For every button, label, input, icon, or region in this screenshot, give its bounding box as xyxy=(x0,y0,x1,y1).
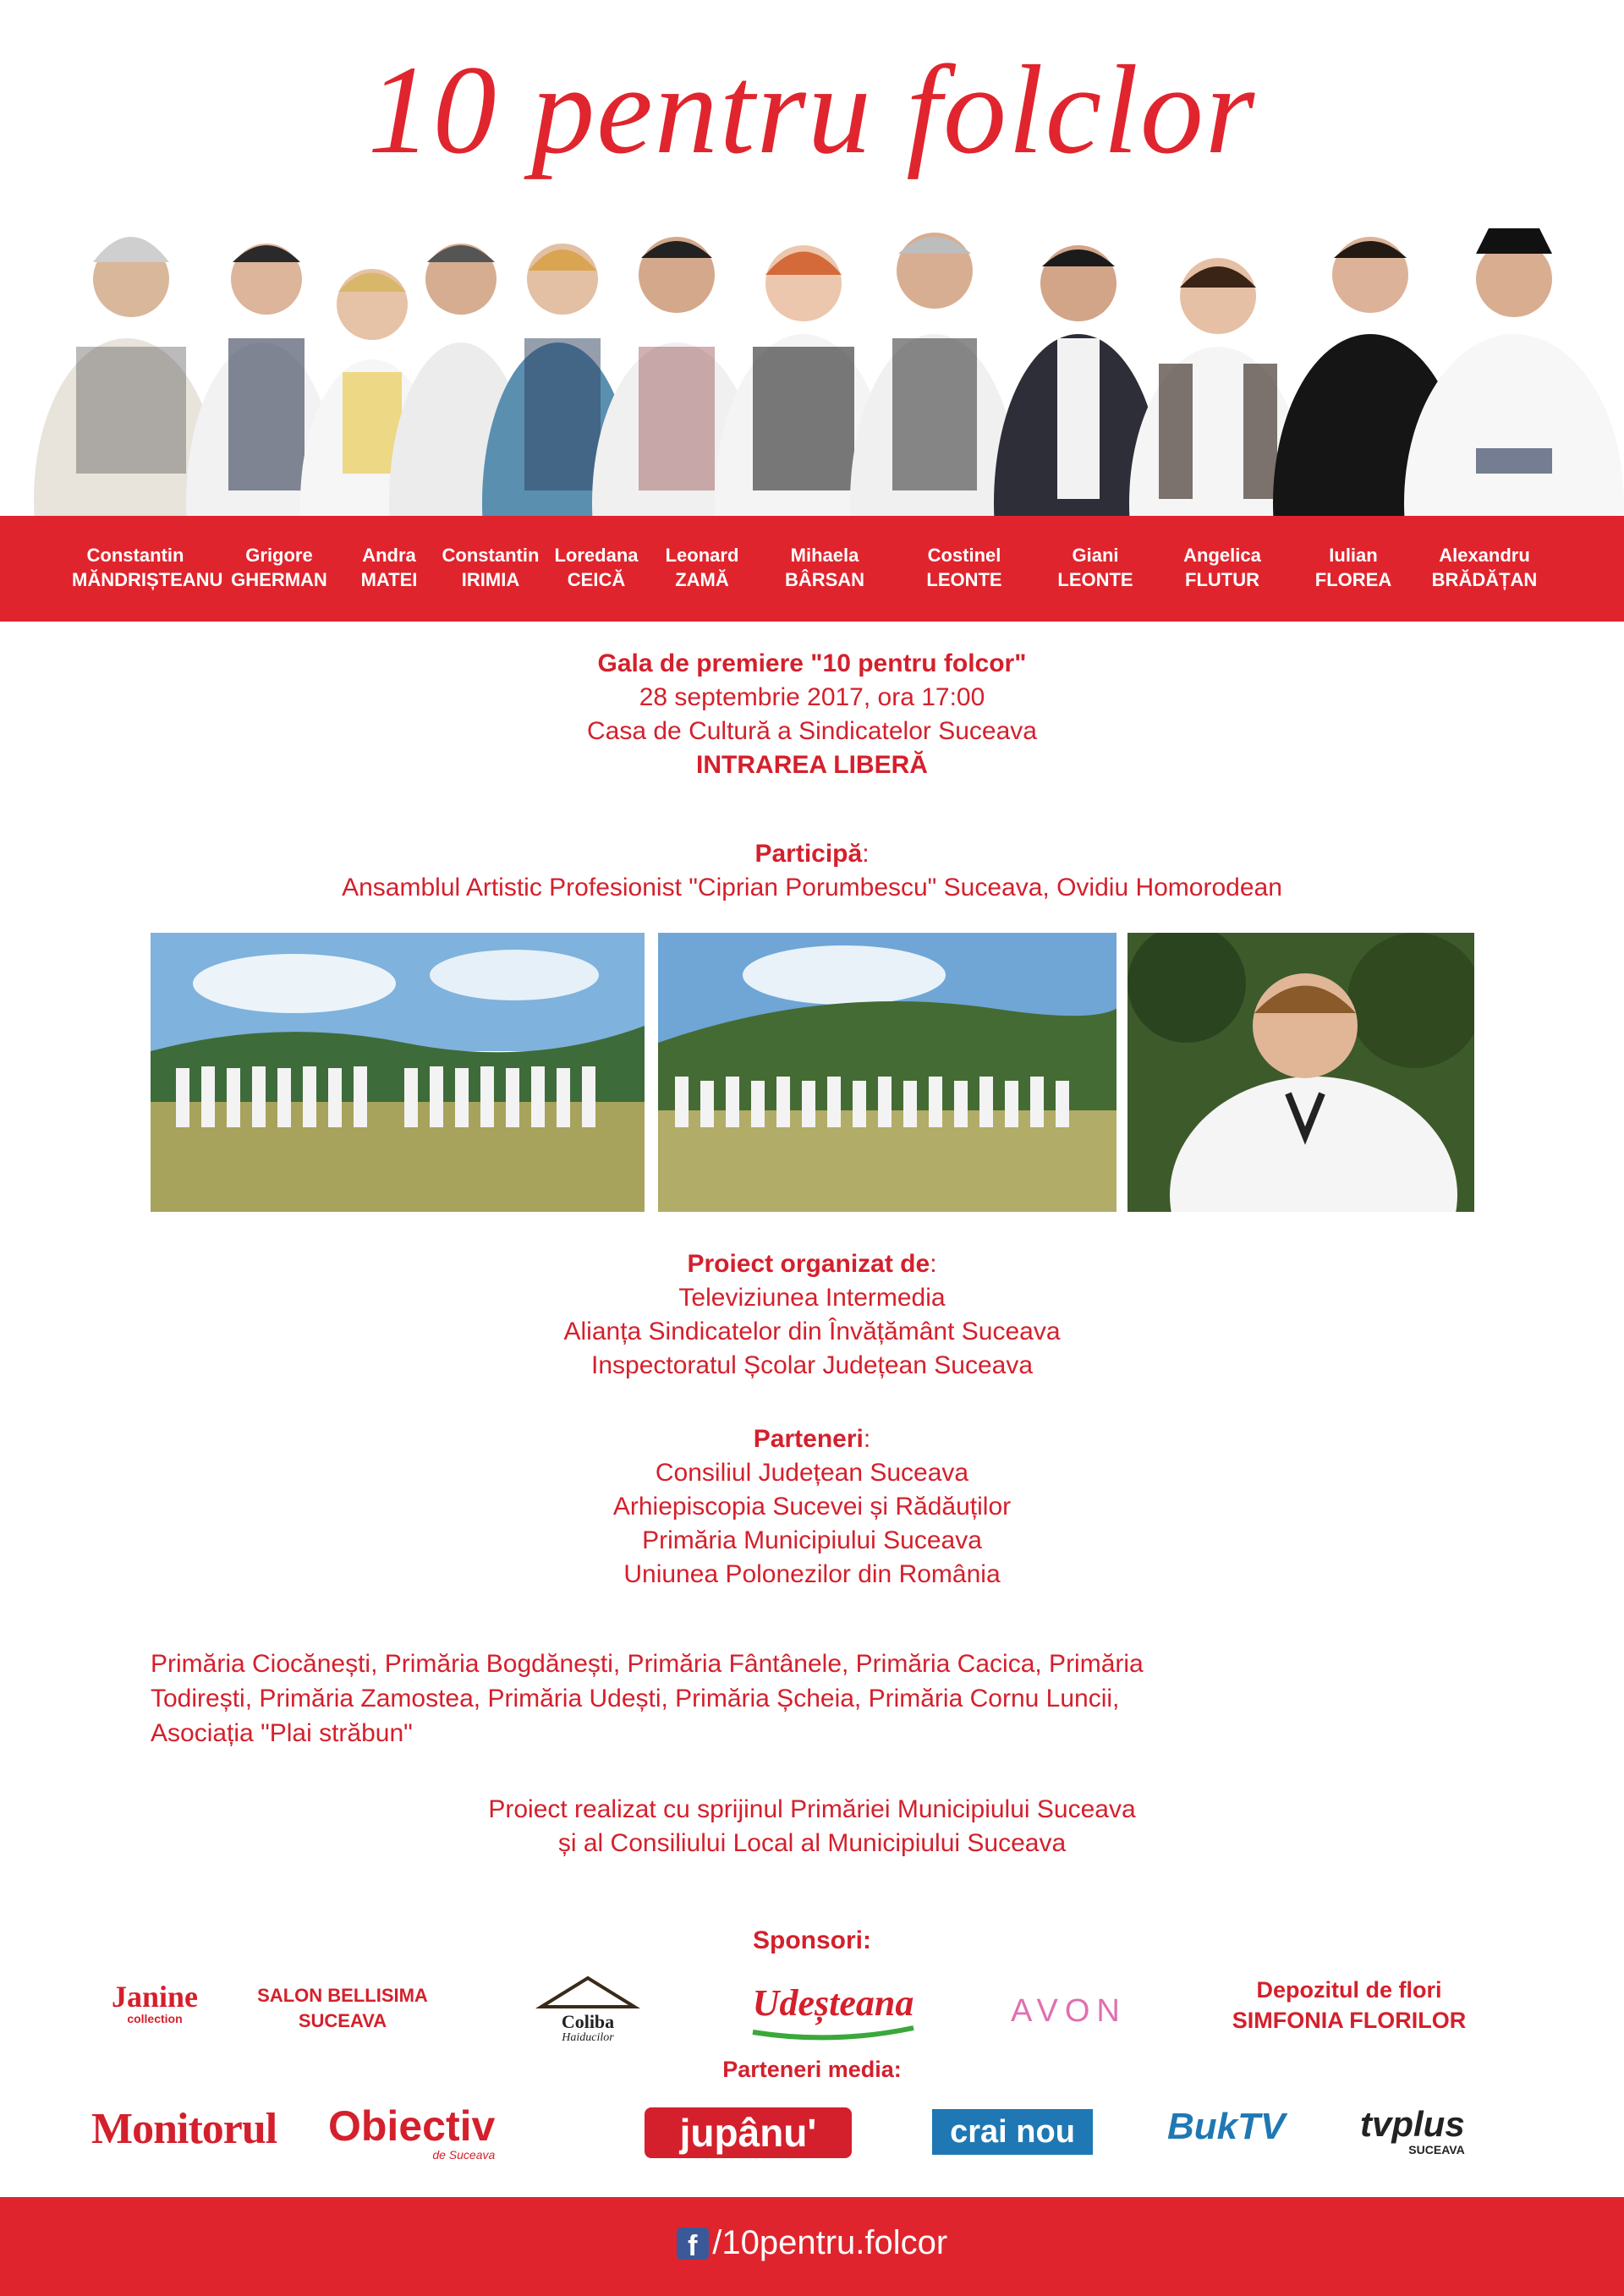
media-logos xyxy=(0,2097,1624,2173)
local-partners-line: Asociația "Plai străbun" xyxy=(151,1719,413,1747)
sponsors-label: Sponsori: xyxy=(753,1926,871,1954)
monitorul-logo: Monitorul xyxy=(91,2105,277,2153)
performer-name: Constantin IRIMIA xyxy=(442,545,540,590)
crai-nou-logo: crai nou xyxy=(932,2109,1093,2155)
participants-section: Participă: Ansamblul Artistic Profesionist "Ciprian Porumbescu" Suceava, Ovidiu Homorodean xyxy=(0,837,1624,905)
performer-name: Grigore GHERMAN xyxy=(231,545,327,590)
performer-name: Angelica FLUTUR xyxy=(1183,545,1261,590)
salon-bellisima-logo: SALON BELLISIMA SUCEAVA xyxy=(257,1985,428,2031)
performer-name: Giani LEONTE xyxy=(1057,545,1133,590)
partner-item: Consiliul Județean Suceava xyxy=(655,1459,969,1487)
local-partners xyxy=(151,1647,1504,1751)
performer-name: Iulian FLOREA xyxy=(1314,545,1392,590)
event-venue: Casa de Cultură a Sindicatelor Suceava xyxy=(587,717,1037,745)
tvplus-logo: tvplus SUCEAVA xyxy=(1360,2104,1465,2156)
facebook-handle: /10pentru.folcor xyxy=(712,2224,948,2261)
organizer-item: Inspectoratul Școlar Județean Suceava xyxy=(591,1351,1033,1379)
soloist-photo xyxy=(1127,933,1474,1212)
obiectiv-logo: Obiectiv de Suceava xyxy=(328,2102,496,2162)
performer-name: Constantin MĂNDRIȘTEANU xyxy=(72,545,223,590)
footer-bar xyxy=(0,2197,1624,2296)
performer-name: Alexandru BRĂDĂȚAN xyxy=(1431,545,1538,590)
poster-title: 10 pentru folclor xyxy=(367,40,1257,180)
ensemble-photo-1 xyxy=(151,933,645,1212)
partners-section: Parteneri: Consiliul Județean Suceava Arhiepiscopia Sucevei și Rădăuților Primăria Municipiului Suceava Uniunea Polonezilor din România xyxy=(0,1422,1624,1592)
facebook-icon: f xyxy=(677,2228,709,2260)
support-line: Proiect realizat cu sprijinul Primăriei Municipiului Suceava xyxy=(488,1795,1136,1823)
performer-name: Mihaela BÂRSAN xyxy=(784,545,865,590)
coliba-haiducilor-logo: Coliba Haiducilor xyxy=(533,1975,643,2045)
local-partners-line: Todirești, Primăria Zamostea, Primăria Udești, Primăria Șcheia, Primăria Cornu Luncii, xyxy=(151,1685,1120,1712)
swoosh-icon xyxy=(736,2024,930,2041)
udesteana-logo: Udeșteana xyxy=(736,1983,930,2045)
event-date: 28 septembrie 2017, ora 17:00 xyxy=(639,683,985,711)
simfonia-florilor-logo: Depozitul de flori SIMFONIA FLORILOR xyxy=(1232,1977,1467,2033)
participants-text: Ansamblul Artistic Profesionist "Ciprian Porumbescu" Suceava, Ovidiu Homorodean xyxy=(342,874,1282,901)
organizers-label: Proiect organizat de xyxy=(687,1250,930,1278)
support-line: și al Consiliului Local al Municipiului Suceava xyxy=(557,1829,1067,1857)
sponsor-logos xyxy=(0,1975,1624,2051)
free-entry: INTRAREA LIBERĂ xyxy=(696,751,928,779)
partners-label: Parteneri xyxy=(753,1425,864,1453)
partner-item: Arhiepiscopia Sucevei și Rădăuților xyxy=(612,1493,1012,1521)
performer-name: Andra MATEI xyxy=(360,545,418,590)
organizers-section: Proiect organizat de: Televiziunea Intermedia Alianța Sindicatelor din Învățământ Suceava Inspectoratul Școlar Județean Suceava xyxy=(0,1247,1624,1383)
bukovina-tv-logo: BukTV xyxy=(1167,2106,1286,2147)
support-section xyxy=(0,1793,1624,1860)
performer-figure-8 xyxy=(850,233,1019,516)
ensemble-photo-2 xyxy=(658,933,1116,1212)
performer-name: Loredana CEICĂ xyxy=(554,545,639,590)
hut-icon xyxy=(533,1975,643,2008)
janine-logo: Janine collection xyxy=(111,1980,199,2025)
organizer-item: Alianța Sindicatelor din Învățământ Suceava xyxy=(563,1318,1061,1345)
jupanu-logo: jupânu' xyxy=(645,2107,852,2158)
organizer-item: Televiziunea Intermedia xyxy=(678,1284,946,1312)
performers-photo xyxy=(0,211,1624,516)
facebook-link[interactable] xyxy=(0,2224,1624,2262)
partner-item: Primăria Municipiului Suceava xyxy=(642,1526,982,1554)
participants-label: Participă xyxy=(754,840,863,868)
avon-logo: AVON xyxy=(1011,1993,1127,2029)
performer-name: Leonard ZAMĂ xyxy=(665,545,739,590)
event-info xyxy=(0,647,1624,782)
performer-names-band xyxy=(0,516,1624,622)
media-partners-label: Parteneri media: xyxy=(722,2057,902,2082)
partner-item: Uniunea Polonezilor din România xyxy=(623,1560,1001,1588)
local-partners-line: Primăria Ciocănești, Primăria Bogdănești, Primăria Fântânele, Primăria Cacica, Primăria xyxy=(151,1650,1144,1678)
performer-name: Costinel LEONTE xyxy=(926,545,1002,590)
gala-title: Gala de premiere "10 pentru folcor" xyxy=(597,649,1027,677)
performer-figure-12 xyxy=(1404,228,1624,516)
